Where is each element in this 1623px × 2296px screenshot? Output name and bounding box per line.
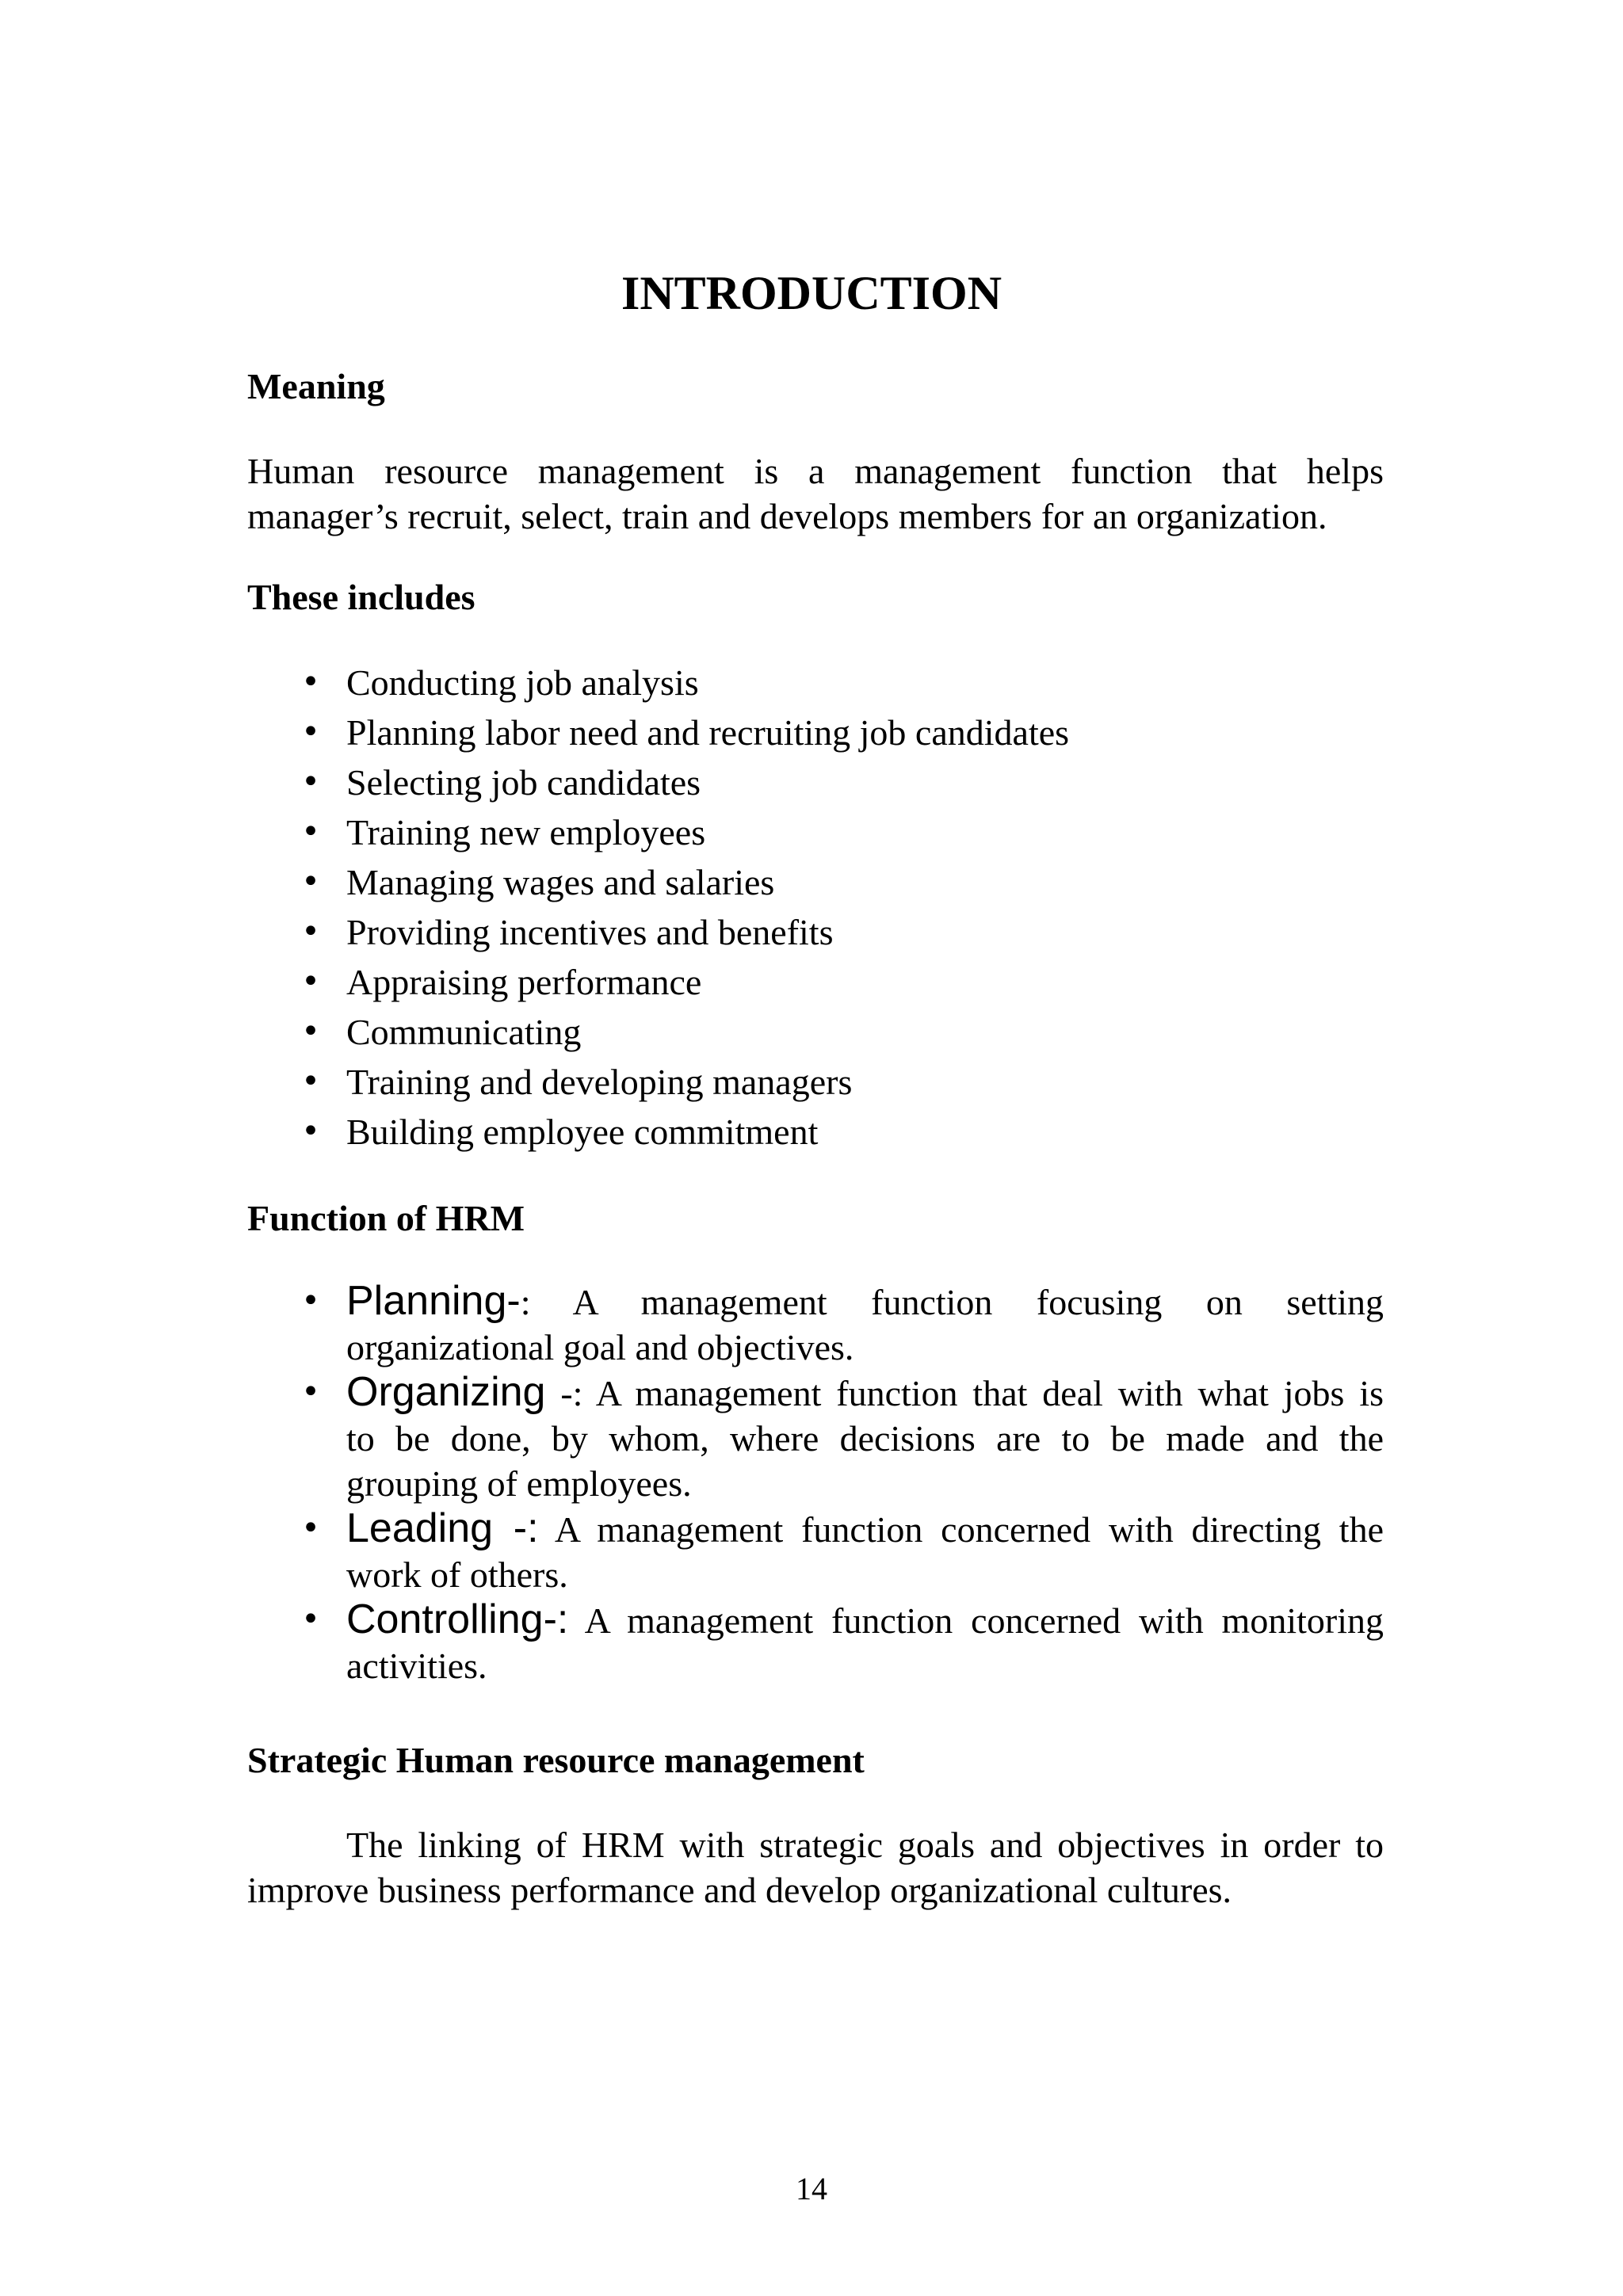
bullet-icon: • [301, 1510, 320, 1547]
bullet-icon: • [301, 864, 320, 900]
page-title: INTRODUCTION [621, 267, 1002, 319]
list-item: • Providing incentives and benefits [247, 907, 1384, 957]
bullet-icon: • [301, 764, 320, 800]
functions-heading: Function of HRM [247, 1198, 525, 1238]
includes-list [247, 658, 1384, 1157]
page-number: 14 [796, 2171, 827, 2206]
strategic-heading: Strategic Human resource management [247, 1740, 865, 1780]
includes-heading: These includes [247, 577, 475, 617]
list-item: • Training new employees [247, 807, 1384, 857]
bullet-icon: • [301, 714, 320, 750]
function-term: Leading -: [346, 1505, 539, 1551]
strategic-line-2: improve business performance and develop organizational cultures. [247, 1870, 1232, 1910]
list-item: • Communicating [247, 1007, 1384, 1057]
meaning-line-2: manager’s recruit, select, train and develops members for an organization. [247, 496, 1327, 536]
function-term: Planning- [346, 1278, 521, 1324]
list-item: • Training and developing managers [247, 1057, 1384, 1107]
meaning-paragraph [247, 448, 1384, 539]
meaning-heading: Meaning [247, 366, 385, 406]
list-item: • Appraising performance [247, 957, 1384, 1007]
list-item: • Managing wages and salaries [247, 857, 1384, 907]
bullet-icon: • [301, 1013, 320, 1050]
strategic-paragraph [247, 1822, 1384, 1913]
functions-list [247, 1279, 1384, 1688]
function-term: Organizing [346, 1369, 546, 1415]
bullet-icon: • [301, 1113, 320, 1150]
bullet-icon: • [301, 664, 320, 700]
list-item: • Planning labor need and recruiting job candidates [247, 707, 1384, 757]
bullet-icon: • [301, 963, 320, 1000]
bullet-icon: • [301, 814, 320, 850]
list-item: • Conducting job analysis [247, 658, 1384, 707]
bullet-icon: • [301, 1374, 320, 1410]
meaning-line-1: Human resource management is a management function that helps [247, 451, 1384, 491]
bullet-icon: • [301, 1283, 320, 1319]
strategic-line-1: The linking of HRM with strategic goals and objectives in order to [346, 1825, 1384, 1865]
list-item: • Building employee commitment [247, 1107, 1384, 1157]
function-item-controlling: • Controlling-: A management function concerned with monitoring activities. [247, 1597, 1384, 1688]
function-item-planning: • Planning-: A management function focusing on setting organizational goal and objectives. [247, 1279, 1384, 1370]
function-item-organizing: • Organizing -: A management function that deal with what jobs is to be done, by whom, where decisions are to be made and the grouping of employees. [247, 1370, 1384, 1506]
function-term: Controlling-: [346, 1596, 569, 1642]
bullet-icon: • [301, 913, 320, 950]
bullet-icon: • [301, 1601, 320, 1638]
list-item: • Selecting job candidates [247, 757, 1384, 807]
bullet-icon: • [301, 1063, 320, 1100]
function-item-leading: • Leading -: A management function concerned with directing the work of others. [247, 1506, 1384, 1597]
